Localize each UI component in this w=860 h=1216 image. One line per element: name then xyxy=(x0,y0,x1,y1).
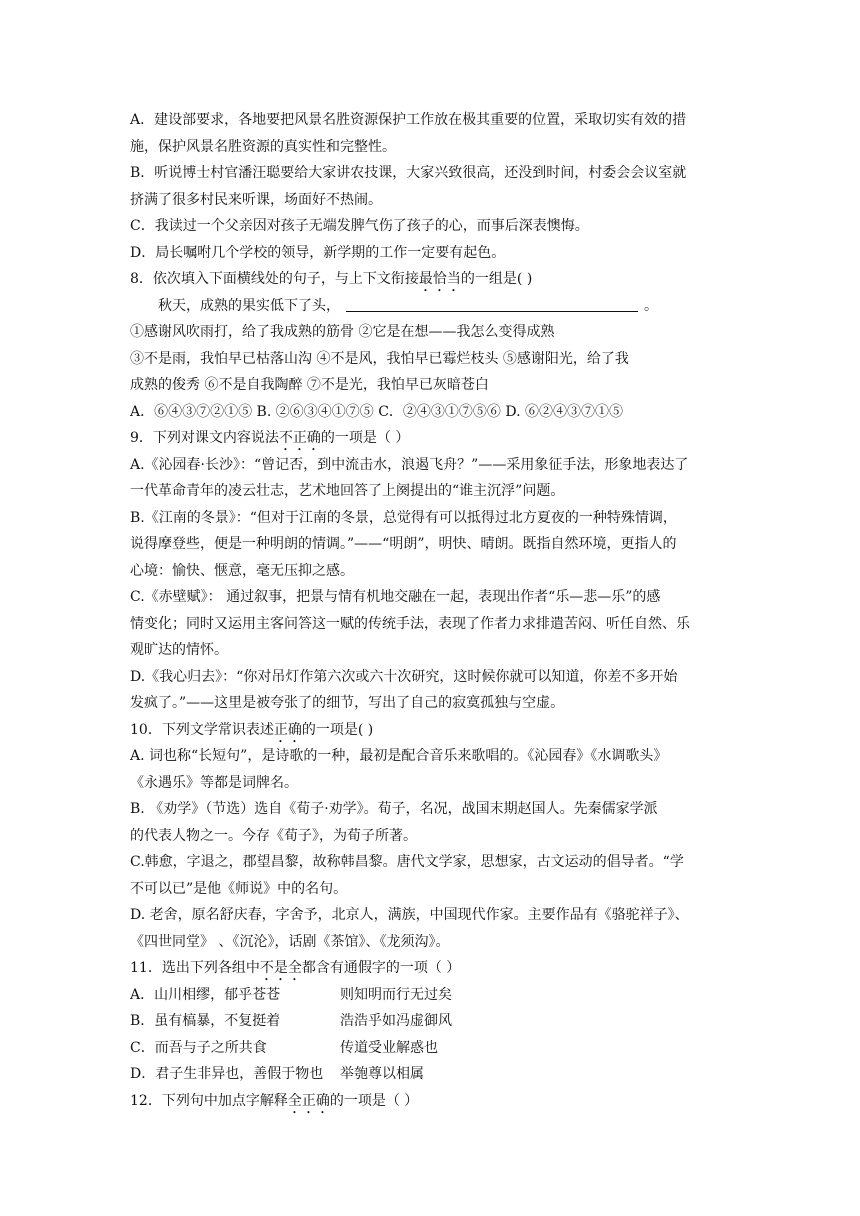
document-page xyxy=(130,107,730,1114)
question-9-option-d: 发疯了。”——这里是被夸张了的细节，写出了自己的寂寞孤独与空虚。 xyxy=(130,695,565,711)
question-12-title: 12．下列句中加点字解释全正确的一项是（ ） xyxy=(130,1092,419,1109)
question-8-options: ③不是雨，我怕早已枯落山沟 ④不是风，我怕早已霉烂枝头 ⑤感谢阳光，给了我 xyxy=(130,350,629,367)
question-8-options: ①感谢风吹雨打，给了我成熟的筋骨 ②它是在想——我怎么变得成熟 xyxy=(130,324,555,340)
question-9-option-c: C.《赤壁赋》： 通过叙事，把景与情有机地交融在一起，表现出作者“乐—悲—乐”的感 xyxy=(130,589,661,605)
question-10-option-a: 《永遇乐》等都是词牌名。 xyxy=(130,774,298,791)
text-line: 施，保护风景名胜资源的真实性和完整性。 xyxy=(130,138,396,155)
emphasis-text: 正确 xyxy=(273,721,302,738)
question-8-answers: A．⑥④③⑦②①⑤ B. ②⑥③④①⑦⑤ C．②④③①⑦⑤⑥ D. ⑥②④③⑦①⑤ xyxy=(130,403,623,420)
question-11-option: B．虽有槁暴，不复挺着 浩浩乎如冯虚御风 xyxy=(130,1013,452,1029)
question-9-option-b: 心境：愉快、惬意，毫无压抑之感。 xyxy=(130,562,354,579)
question-9-option-c: 观旷达的情怀。 xyxy=(130,642,228,658)
question-9-option-b: B.《江南的冬景》：“但对于江南的冬景，总觉得有可以抵得过北方夏夜的一种特殊情调， xyxy=(130,509,677,526)
question-8-stem: 秋天，成熟的果实低下了头， 。 xyxy=(130,293,730,320)
question-10-option-d: 《四世同堂》 、《沉沦》，话剧《茶馆》、《龙须沟》。 xyxy=(130,933,450,950)
question-8-title: 8．依次填入下面横线处的句子，与上下文衔接最恰当的一组是( ) xyxy=(130,271,533,287)
question-11-option: C．而吾与子之所共食 传道受业解惑也 xyxy=(130,1039,438,1056)
question-10-option-c: 不可以已”是他《师说》中的名句。 xyxy=(130,880,348,897)
question-10-option-b: B. 《劝学》（节选）选自《荀子·劝学》。荀子，名况，战国末期赵国人。先秦儒家学派 xyxy=(130,801,658,817)
question-10-option-b: 的代表人物之一。今存《荀子》，为荀子所著。 xyxy=(130,827,417,844)
question-9-option-a: A.《沁园春·长沙》：“曾记否，到中流击水，浪遏飞舟？”——采用象征手法，形象地表达了 xyxy=(130,456,689,473)
fill-blank[interactable] xyxy=(346,295,638,312)
question-9-option-d: D.《我心归去》：“你对吊灯作第六次或六十次研究，这时候你就可以知道，你差不多开始 xyxy=(130,668,678,685)
question-10-title: 10．下列文学常识表述正确的一项是( ) xyxy=(130,721,374,738)
question-8-options: 成熟的俊秀 ⑥不是自我陶醉 ⑦不是光，我怕早已灰暗苍白 xyxy=(130,377,489,393)
text-line: D．局长嘱咐几个学校的领导，新学期的工作一定要有起色。 xyxy=(130,244,506,261)
question-10-option-c: C.韩愈，字退之，郡望昌黎，故称韩昌黎。唐代文学家，思想家，古文运动的倡导者。“学 xyxy=(130,854,684,870)
question-9-option-a: 一代革命青年的凌云壮志，艺术地回答了上阕提出的“谁主沉浮”问题。 xyxy=(130,483,565,499)
emphasis-text: 最恰当 xyxy=(418,271,461,287)
question-9-option-b: 说得摩登些，便是一种明朗的情调。”——“明朗”，明快、晴朗。既指自然环境，更指人的 xyxy=(130,536,677,552)
emphasis-text: 不是全 xyxy=(259,960,302,976)
question-9-option-c: 情变化；同时又运用主客问答这一赋的传统手法，表现了作者力求排遣苦闷、听任自然、乐 xyxy=(130,615,690,632)
emphasis-text: 不正确 xyxy=(278,430,321,446)
question-11-option: D．君子生非异也，善假于物也 举匏尊以相属 xyxy=(130,1066,424,1082)
question-9-title: 9．下列对课文内容说法不正确的一项是（ ） xyxy=(130,430,410,446)
question-11-title: 11．选出下列各组中不是全都含有通假字的一项（ ） xyxy=(130,960,461,976)
text-line: C．我读过一个父亲因对孩子无端发脾气伤了孩子的心，而事后深表懊悔。 xyxy=(130,218,589,234)
text-line: A．建设部要求，各地要把风景名胜资源保护工作放在极其重要的位置，采取切实有效的措 xyxy=(130,112,687,128)
emphasis-text: 全正确 xyxy=(287,1092,330,1109)
question-10-option-d: D. 老舍，原名舒庆春，字舍予，北京人，满族，中国现代作家。主要作品有《骆驼祥子》、 xyxy=(130,907,689,923)
text-line: B．听说博士村官潘汪聪要给大家讲农技课，大家兴致很高，还没到时间，村委会会议室就 xyxy=(130,165,687,181)
text-line: 挤满了很多村民来听课，场面好不热闹。 xyxy=(130,191,382,208)
question-10-option-a: A. 词也称“长短句”，是诗歌的一种，最初是配合音乐来歌唱的。《沁园春》《水调歌头》 xyxy=(130,748,668,764)
question-11-option: A．山川相缪，郁乎苍苍 则知明而行无过矣 xyxy=(130,986,452,1003)
